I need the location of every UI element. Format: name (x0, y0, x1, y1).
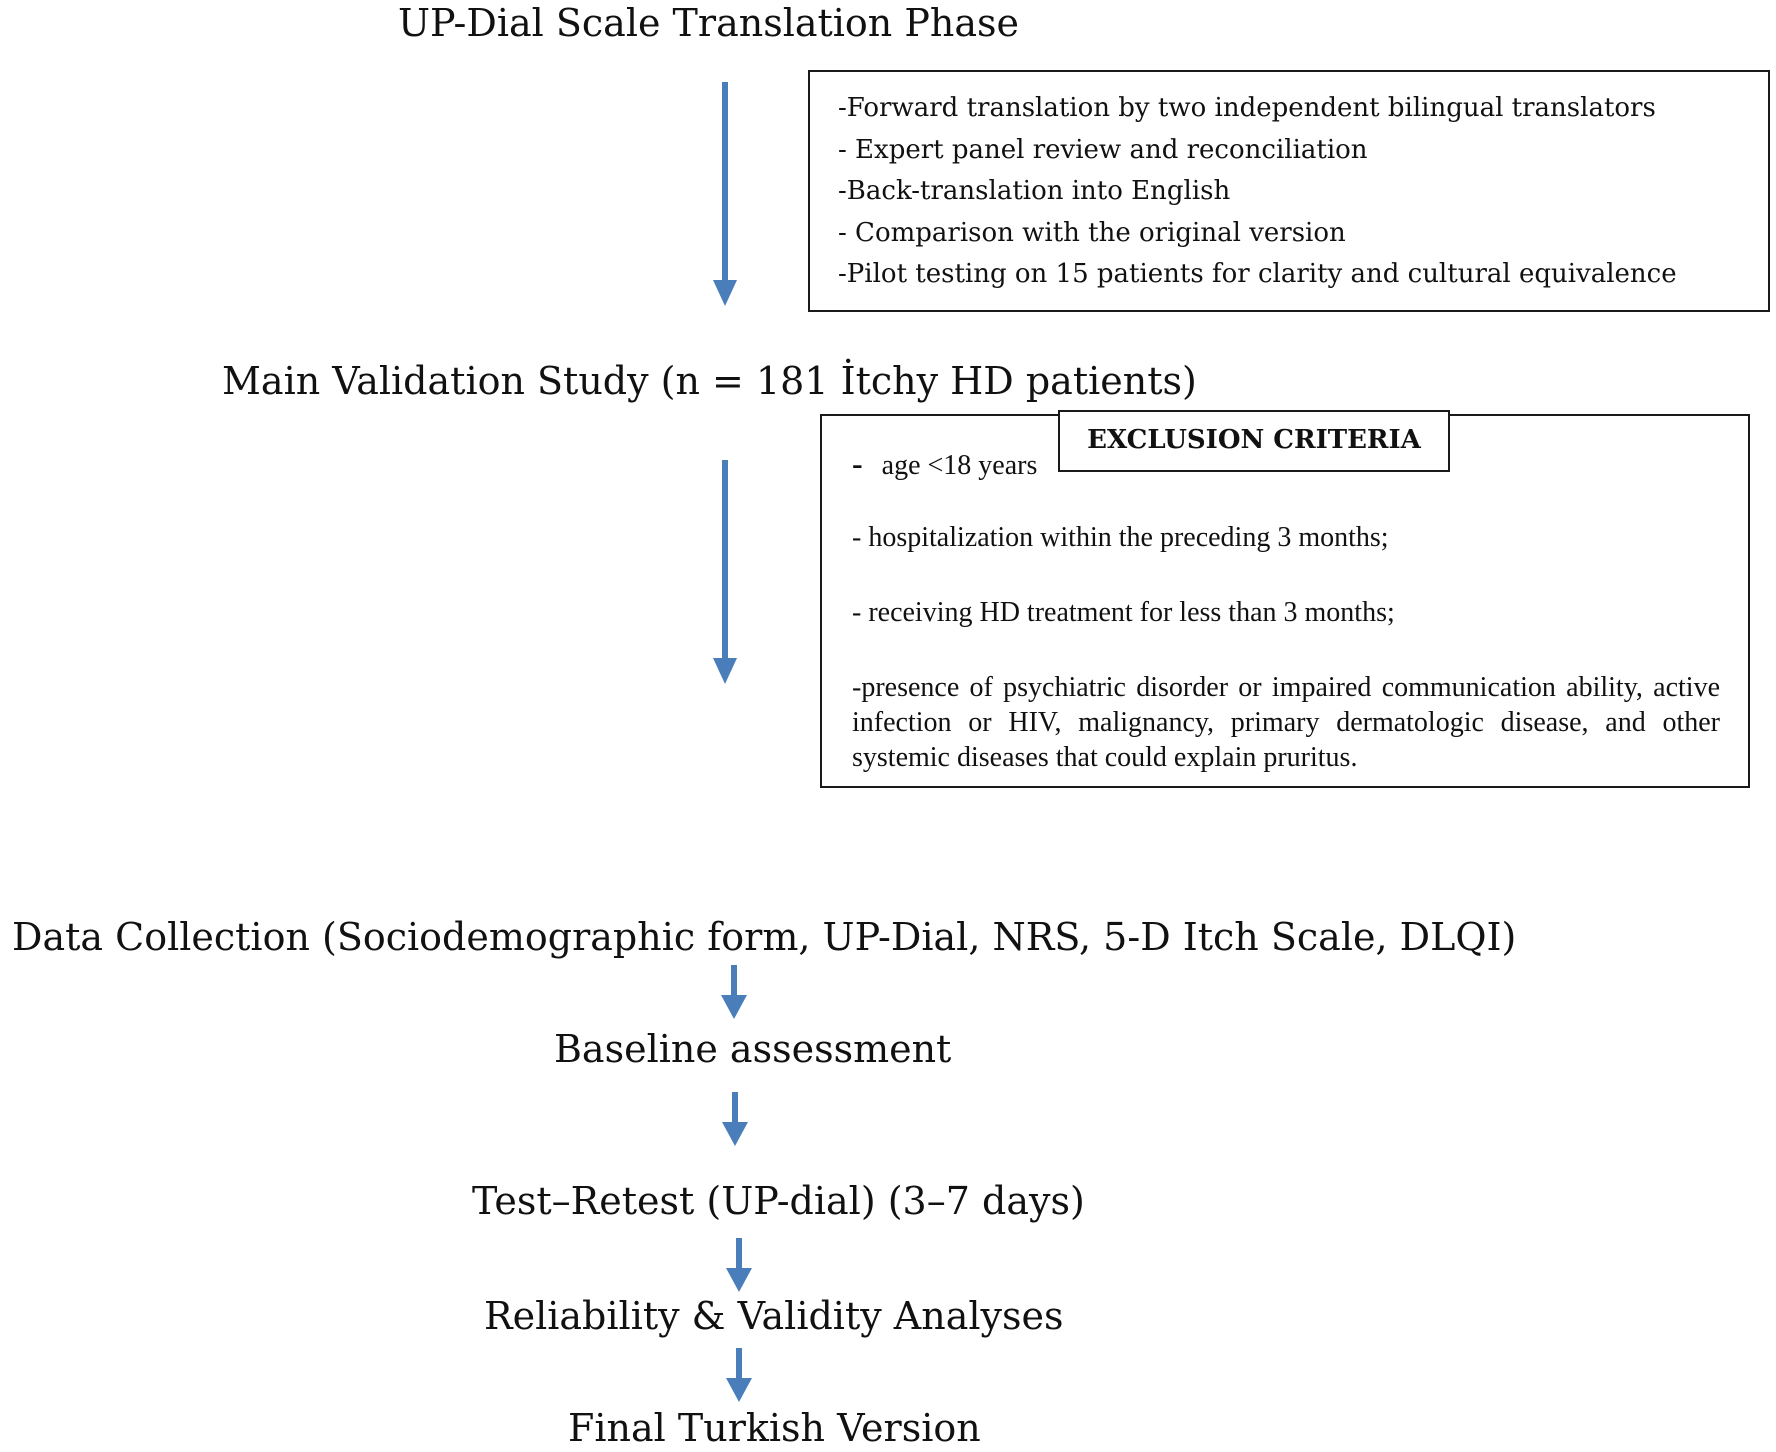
heading-test-retest: Test–Retest (UP-dial) (3–7 days) (472, 1179, 1085, 1223)
heading-data-collection: Data Collection (Sociodemographic form, UP-Dial, NRS, 5-D Itch Scale, DLQI) (12, 915, 1517, 959)
translation-step: -Pilot testing on 15 patients for clarity and cultural equivalence (838, 259, 1677, 289)
exclusion-item: - hospitalization within the preceding 3 months; (852, 522, 1389, 553)
arrow-down-icon (710, 460, 740, 686)
translation-step: - Comparison with the original version (838, 217, 1346, 248)
exclusion-item-text: age <18 years (881, 450, 1038, 481)
bullet: - (852, 445, 863, 481)
heading-baseline: Baseline assessment (554, 1027, 952, 1071)
exclusion-item: -presence of psychiatric disorder or impaired communication ability, active infection or HIV, malignancy, primary dermatologic disease, and other systemic diseases that could explain pruritus. (852, 672, 1720, 773)
arrow-down-icon (720, 1092, 750, 1148)
translation-step: - Expert panel review and reconciliation (838, 134, 1368, 165)
arrow-down-icon (724, 1348, 754, 1404)
arrow-down-icon (724, 1238, 754, 1294)
heading-translation-phase: UP-Dial Scale Translation Phase (398, 1, 1020, 45)
translation-step: -Back-translation into English (838, 176, 1231, 206)
translation-step: -Forward translation by two independent bilingual translators (838, 93, 1656, 123)
arrow-down-icon (710, 82, 740, 308)
heading-analyses: Reliability & Validity Analyses (484, 1294, 1064, 1338)
heading-final: Final Turkish Version (568, 1406, 981, 1450)
arrow-down-icon (719, 965, 749, 1021)
translation-steps-box (808, 70, 1770, 312)
exclusion-criteria-label: EXCLUSION CRITERIA (1058, 410, 1450, 472)
exclusion-item: - receiving HD treatment for less than 3 months; (852, 597, 1395, 628)
heading-main-study: Main Validation Study (n = 181 İtchy HD patients) (222, 359, 1197, 403)
